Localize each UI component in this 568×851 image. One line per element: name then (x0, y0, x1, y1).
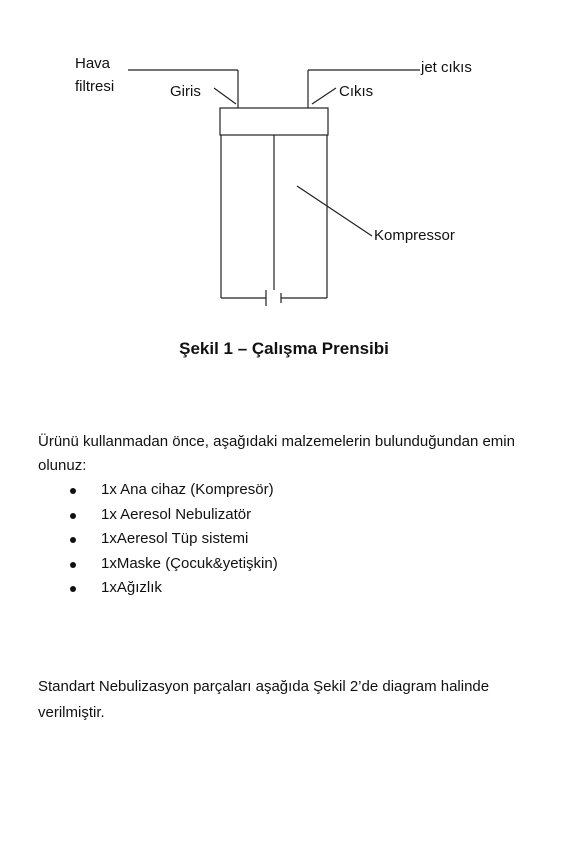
working-principle-diagram (0, 0, 568, 320)
figure-caption: Şekil 1 – Çalışma Prensibi (179, 339, 389, 358)
list-item (38, 527, 518, 552)
list-item-text: 1x Aeresol Nebulizatör (101, 505, 252, 523)
inlet-pointer-line (214, 88, 236, 104)
inlet-label: Giris (170, 83, 201, 100)
bullet-icon (70, 537, 76, 543)
contents-list (38, 478, 518, 601)
list-item (38, 503, 518, 528)
outlet-label: Cıkıs (339, 83, 374, 100)
list-item-text: 1xAğızlık (101, 579, 162, 596)
bullet-icon (70, 488, 76, 494)
list-item (38, 552, 518, 577)
jet-outlet-label: jet cıkıs (421, 59, 472, 76)
compressor-schematic (0, 0, 568, 320)
compressor-label: Kompressor (374, 227, 455, 244)
compressor-pointer-line (297, 186, 372, 236)
compressor-head (220, 108, 328, 135)
bullet-icon (70, 562, 76, 568)
intro-paragraph: Ürünü kullanmadan önce, aşağıdaki malzemelerin bulunduğundan emin olunuz: (38, 433, 515, 474)
bullet-icon (70, 513, 76, 519)
air-filter-label-line2: filtresi (75, 78, 115, 95)
list-item-text: 1x Ana cihaz (Kompresör) (101, 481, 274, 498)
list-item-text: 1xAeresol Tüp sistemi (101, 530, 249, 547)
list-item (38, 576, 518, 601)
list-item-text: 1xMaske (Çocuk&yetişkin) (101, 554, 278, 572)
outlet-pointer-line (312, 88, 336, 104)
nebulization-parts-paragraph: Standart Nebulizasyon parçaları aşağıda Şekil 2’de diagram halinde verilmiştir. (38, 678, 490, 721)
list-item (38, 478, 518, 503)
air-filter-label-line1: Hava (75, 55, 111, 72)
bullet-icon (70, 586, 76, 592)
